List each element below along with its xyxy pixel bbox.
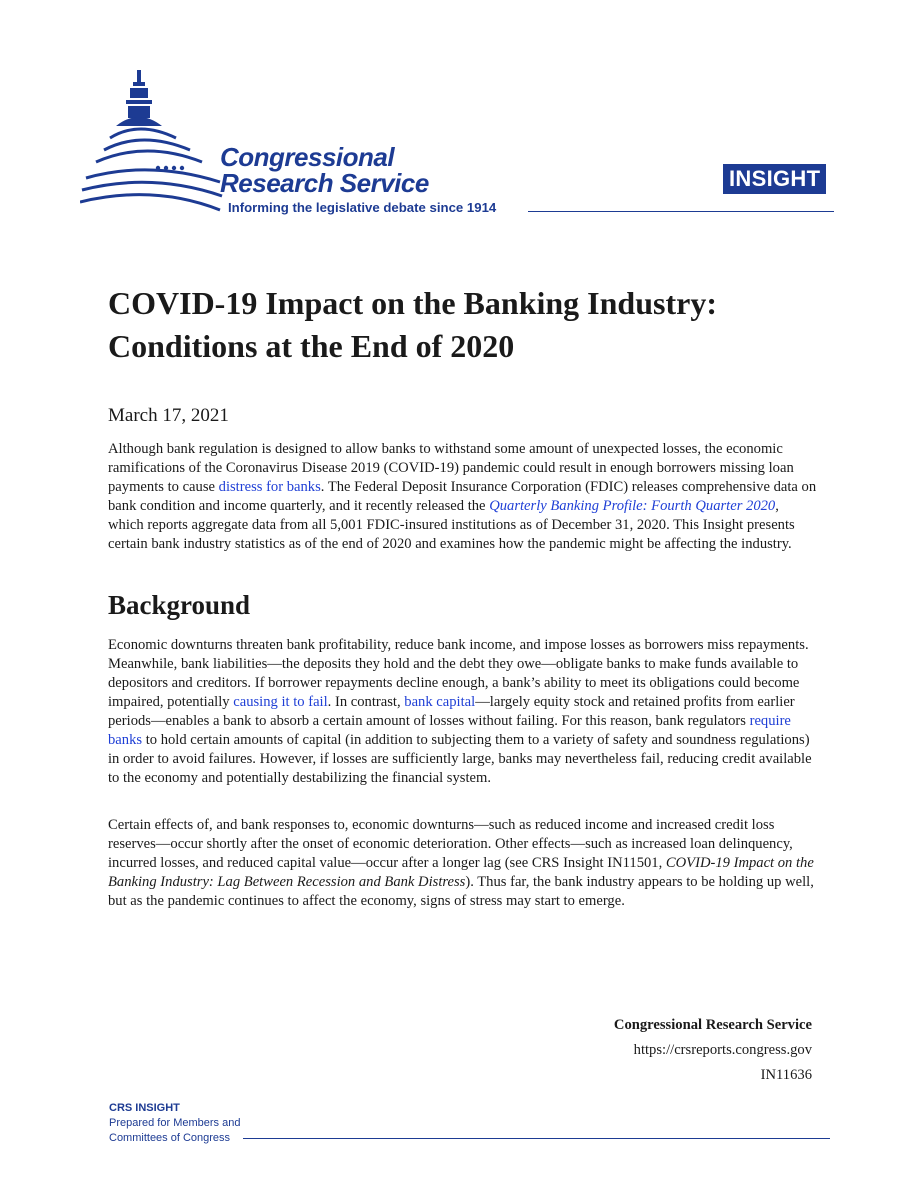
footer-crs-insight: CRS INSIGHT (109, 1102, 180, 1114)
document-title (108, 282, 828, 368)
background-paragraph-1 (108, 636, 818, 788)
insight-badge: INSIGHT (723, 164, 826, 194)
org-tagline: Informing the legislative debate since 1914 (228, 200, 497, 215)
intro-text-3: , which reports aggregate data from all 5,001 FDIC-insured institutions as of December 31, 2020. This Insight presents certain bank industry statistics as of the end of 2020 and examines how the pandemic might be affecting the industry. (108, 498, 795, 552)
link-bank-capital[interactable]: bank capital (404, 694, 476, 710)
background-paragraph-2 (108, 816, 818, 911)
intro-text-2: . The Federal Deposit Insurance Corporation (FDIC) releases comprehensive data on bank condition and income quarterly, and it recently released the (108, 479, 817, 514)
bg1-text-4: to hold certain amounts of capital (in addition to subjecting them to a variety of safety and soundness regulations) in order to avoid failures. However, if losses are sufficiently large, banks may nevertheless fail, reducing credit available to the economy and potentially destabilizing the financial system. (108, 732, 812, 786)
crs-logo (80, 64, 550, 224)
footer-report-id: IN11636 (760, 1067, 812, 1083)
org-name-line1: Congressional (220, 142, 395, 172)
link-distress-for-banks[interactable]: distress for banks (218, 479, 321, 495)
link-require-banks[interactable]: require banks (108, 713, 791, 748)
bg1-text-2: . In contrast, (327, 694, 405, 710)
section-heading-background: Background (108, 590, 251, 620)
bg1-text-3: —largely equity stock and retained profits from earlier periods—enables a bank to absorb a certain amount of losses without failing. For this reason, bank regulators (108, 694, 795, 729)
intro-paragraph (108, 440, 818, 554)
footer-info (614, 1013, 812, 1088)
bg2-cited-title: COVID-19 Impact on the Banking Industry: Lag Between Recession and Bank Distress (108, 855, 814, 890)
link-quarterly-banking-profile[interactable]: Quarterly Banking Profile: Fourth Quarter 2020 (489, 498, 776, 514)
footer-rule (243, 1138, 830, 1139)
link-causing-it-to-fail[interactable]: causing it to fail (233, 694, 328, 710)
title-line-2: Conditions at the End of 2020 (108, 328, 515, 364)
capitol-dome-icon (80, 64, 230, 224)
title-line-1: COVID-19 Impact on the Banking Industry: (108, 285, 717, 321)
footer-prepared-line1: Prepared for Members and (109, 1117, 241, 1129)
footer-url[interactable]: https://crsreports.congress.gov (633, 1042, 812, 1058)
footer-prepared-line2: Committees of Congress (109, 1132, 231, 1144)
bg2-text-2: ). Thus far, the bank industry appears to be holding up well, but as the pandemic continues to affect the economy, signs of stress may start to emerge. (108, 874, 814, 909)
intro-text-1: Although bank regulation is designed to allow banks to withstand some amount of unexpected losses, the economic ramifications of the Coronavirus Disease 2019 (COVID-19) pandemic could result in enough borrowers missing loan payments to cause (108, 441, 794, 495)
bg2-text-1: Certain effects of, and bank responses to, economic downturns—such as reduced income and increased credit loss reserves—occur shortly after the onset of economic deterioration. Other effects—such as increased loan delinquency, incurred losses, and reduced capital value—occur after a longer lag (see CRS Insight IN11501, (108, 817, 793, 871)
publication-date: March 17, 2021 (108, 405, 229, 426)
header-rule (528, 211, 834, 212)
footer-org: Congressional Research Service (613, 1017, 812, 1033)
bg1-text-1: Economic downturns threaten bank profitability, reduce bank income, and impose losses as borrowers miss repayments. Meanwhile, bank liabilities—the deposits they hold and the debt they owe—obligate banks to make funds available to depositors and creditors. If borrower repayments decline enough, a bank’s ability to meet its obligations could become impaired, potentially (108, 637, 809, 710)
org-name-line2: Research Service (220, 168, 429, 198)
footer-label-block (109, 1101, 240, 1146)
